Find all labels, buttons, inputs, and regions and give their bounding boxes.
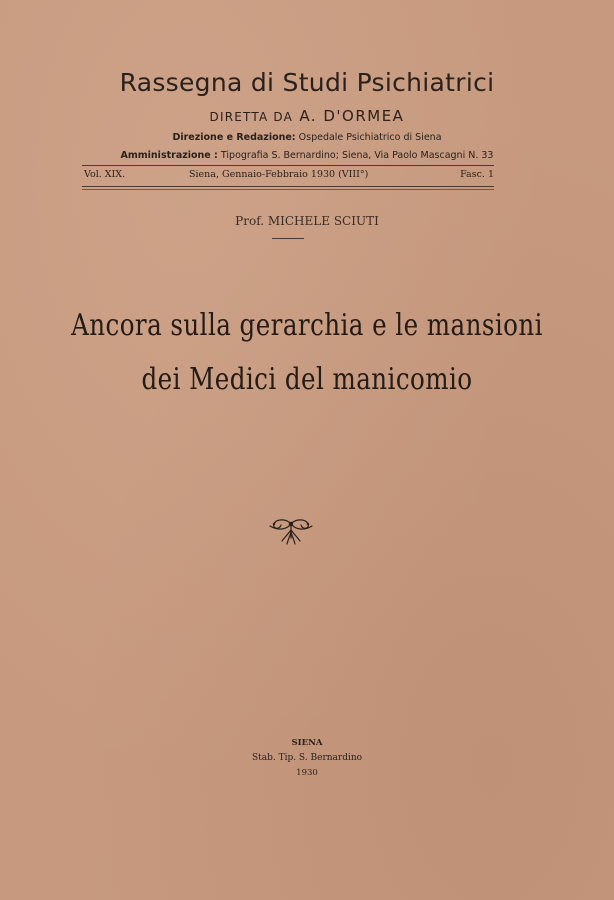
amministrazione-line [0, 150, 614, 161]
header-rule-bottom-double [82, 189, 494, 190]
volume-number: Vol. XIX. [84, 169, 126, 180]
imprint-press: Stab. Tip. S. Bernardino [251, 753, 363, 763]
redazione-label: Direzione e Redazione: [172, 132, 296, 143]
issue-row [82, 169, 494, 184]
header-rule-top [82, 165, 494, 166]
article-title-line-2: dei Medici del manicomio [141, 362, 473, 397]
fascicolo-number: Fasc. 1 [460, 169, 494, 180]
floral-ornament-icon [266, 516, 316, 546]
director-name: A. D'ORMEA [299, 107, 405, 125]
amministrazione-label: Amministrazione : [120, 150, 218, 161]
journal-title: Rassegna di Studi Psichiatrici [119, 68, 495, 97]
issue-place-date: Siena, Gennaio-Febbraio 1930 (VIII°) [189, 169, 369, 180]
redazione-text: Ospedale Psichiatrico di Siena [298, 132, 442, 143]
article-title-line-1: Ancora sulla gerarchia e le mansioni [71, 308, 543, 343]
header-rule-bottom [82, 186, 494, 187]
imprint-year: 1930 [296, 768, 318, 778]
imprint-city: SIENA [291, 738, 323, 748]
amministrazione-text: Tipografia S. Bernardino; Siena, Via Paolo Mascagni N. 33 [220, 150, 494, 161]
author-divider [272, 238, 304, 239]
redazione-line [0, 132, 614, 143]
author-name: Prof. MICHELE SCIUTI [235, 214, 379, 228]
director-line [0, 107, 614, 125]
director-prefix: DIRETTA DA [209, 110, 294, 124]
